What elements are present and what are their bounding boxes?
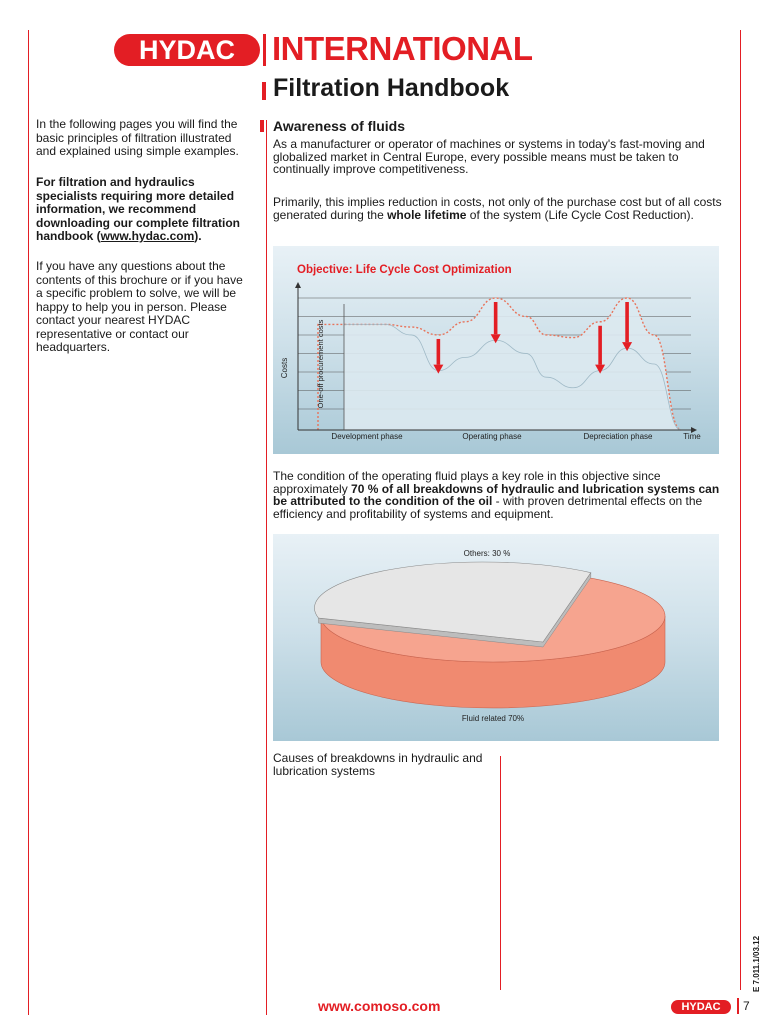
x-axis-label: Time	[683, 432, 701, 441]
sidebar-specialists-text: For filtration and hydraulics specialists requiring more detailed information, we recommend downloading our complete filtration handbook (	[36, 175, 240, 243]
chart-title: Objective: Life Cycle Cost Optimization	[297, 264, 512, 276]
intro-paragraph: As a manufacturer or operator of machines or systems in today's fast-moving and globalized market in Central Europe, every possible means must be taken to continually improve competitiveness.	[273, 137, 705, 176]
header-divider	[263, 34, 266, 66]
hydac-link[interactable]: www.hydac.com	[100, 229, 195, 243]
cost-text-pre: Primarily, this implies reduction in costs, not only of the purchase cost but of all costs generated during the	[273, 195, 722, 222]
pie-label-fluid: Fluid related 70%	[461, 714, 525, 723]
section-title: Awareness of fluids	[273, 118, 406, 134]
sidebar-contact: If you have any questions about the contents of this brochure or if you have a specific problem to solve, we will be happy to help you in person. Please contact your nearest HYDAC representative or contact our headquarters.	[36, 259, 243, 354]
fluid-text-post: - with proven detrimental effects on the efficiency and profitability of systems and equipment.	[273, 494, 703, 521]
phase-label-operating: Operating phase	[462, 432, 522, 441]
y-axis-arrowhead	[295, 282, 301, 288]
footer-divider	[737, 998, 739, 1014]
hydac-logo	[114, 34, 260, 66]
title-marker	[262, 82, 266, 100]
caption-divider-rule	[500, 756, 501, 990]
brand-international: INTERNATIONAL	[272, 30, 533, 67]
cost-paragraph	[273, 196, 733, 221]
right-margin-rule	[740, 30, 741, 990]
breakdown-pie-chart	[273, 534, 719, 741]
sidebar-specialists	[36, 176, 248, 244]
sidebar-intro: In the following pages you will find the basic principles of filtration illustrated and explained using simple examples.	[36, 117, 239, 158]
column-divider-rule	[266, 120, 267, 1015]
sidebar-specialists-end: ).	[194, 229, 202, 243]
breakdown-pie-panel	[273, 534, 719, 741]
footer-logo	[671, 1000, 731, 1014]
document-number: E 7.011.1/03.12	[752, 935, 761, 992]
page-number: 7	[743, 999, 750, 1013]
pie-caption: Causes of breakdowns in hydraulic and lubrication systems	[273, 751, 483, 778]
fluid-text-bold: 70 % of all breakdowns of hydraulic and lubrication systems can be attributed to the condition of the oil	[273, 481, 720, 508]
left-margin-rule	[28, 30, 29, 1015]
cost-text-post: of the system (Life Cycle Cost Reduction).	[466, 207, 694, 222]
footer-logo-text: HYDAC	[681, 1001, 721, 1013]
hydac-logo-text: HYDAC	[138, 35, 235, 65]
lifecycle-chart-panel	[273, 246, 719, 454]
lifecycle-chart	[273, 246, 719, 454]
phase-label-development: Development phase	[331, 432, 403, 441]
chart-area	[344, 298, 681, 430]
footer-url[interactable]: www.comoso.com	[318, 998, 441, 1014]
phase-label-depreciation: Depreciation phase	[583, 432, 653, 441]
procurement-annotation: One-off procurement costs	[316, 319, 325, 409]
fluid-paragraph	[273, 470, 733, 520]
section-marker	[260, 120, 264, 132]
page-title: Filtration Handbook	[273, 74, 510, 102]
pie-label-others: Others: 30 %	[463, 549, 511, 558]
fluid-text-pre: The condition of the operating fluid plays a key role in this objective since approximately	[273, 469, 661, 496]
cost-text-bold: whole lifetime	[387, 207, 467, 222]
y-axis-label: Costs	[280, 357, 289, 379]
